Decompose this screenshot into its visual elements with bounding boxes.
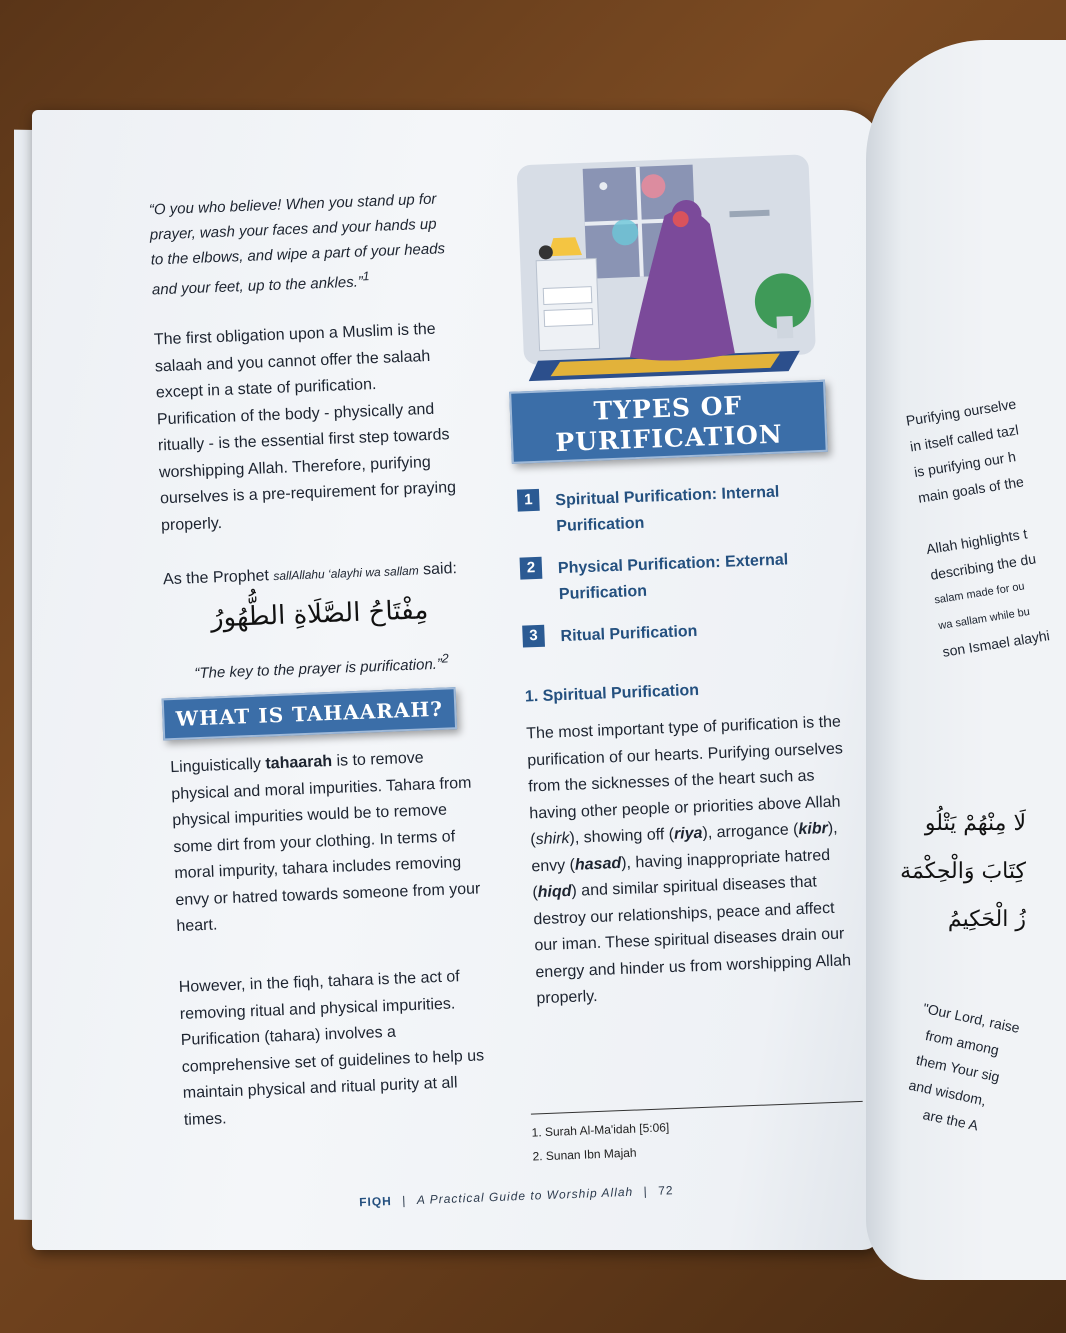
s1-term: hasad xyxy=(574,854,622,874)
types-banner-line2: PURIFICATION xyxy=(554,419,784,458)
prayer-illustration xyxy=(512,150,820,386)
book-page-left xyxy=(32,110,882,1250)
prophet-line xyxy=(163,555,484,594)
hadith-translation xyxy=(166,645,477,687)
quote-text: “O you who believe! When you stand up for prayer, wash your faces and your hands up to the elbows, and wipe a part of your heads and your feet, up to the ankles.” xyxy=(148,190,446,299)
footer-subtitle: A Practical Guide to Worship Allah xyxy=(416,1184,634,1208)
page-footer xyxy=(359,1181,674,1211)
book-page-right xyxy=(866,40,1066,1280)
honorific: sallAllahu ‘alayhi wa sallam xyxy=(273,563,419,584)
next-page-line: "Our Lord, raise xyxy=(921,999,1022,1036)
types-list xyxy=(517,477,843,651)
fiqh-paragraph: However, in the fiqh, tahara is the act of removing ritual and physical impurities. Purification (tahara) involves a comprehensive set of guidelines to help us maintain physical and ritual purity at all times. xyxy=(178,968,485,1129)
linguistic-term: tahaarah xyxy=(265,752,333,773)
footnotes xyxy=(531,1101,865,1169)
s1-text: ), showing off ( xyxy=(569,825,675,847)
footnote-1: 1. Surah Al-Ma'idah [5:06] xyxy=(531,1120,670,1140)
next-page-line: describing the du xyxy=(929,550,1038,583)
next-page-line: wa sallam while bu xyxy=(937,605,1031,633)
type-number: 3 xyxy=(522,625,545,648)
next-page-line: Purifying ourselve xyxy=(904,395,1018,429)
next-page-arabic-line: كِتَابَ وَالْحِكْمَة xyxy=(900,859,1026,884)
type-number: 1 xyxy=(517,489,540,512)
type-item-3 xyxy=(522,613,843,651)
linguistic-before: Linguistically xyxy=(170,755,266,777)
next-page-line: is purifying our h xyxy=(912,448,1017,481)
types-banner-line1: TYPES OF xyxy=(593,390,743,426)
s1-text: ), envy ( xyxy=(531,819,838,875)
next-page-line: them Your sig xyxy=(914,1051,1002,1085)
next-page-arabic-line: لَا مِنْهُمْ يَتْلُو xyxy=(924,811,1026,836)
footer-book: FIQH xyxy=(358,1193,393,1210)
type-item-2 xyxy=(520,545,842,609)
type-label: Ritual Purification xyxy=(560,622,698,646)
next-page-arabic xyxy=(896,800,1026,944)
s1-text: The most important type of purification is the purification of our hearts. Purifying ourselves from the sicknesses of the heart such as having other people or priorities above Allah ( xyxy=(525,713,844,849)
next-page-line: and wisdom, xyxy=(907,1076,988,1109)
next-page-line: are the A xyxy=(921,1106,980,1134)
s1-term: riya xyxy=(673,824,703,843)
section1-heading: 1. Spiritual Purification xyxy=(524,681,700,706)
prophet-suffix: said: xyxy=(418,560,458,579)
next-page-text xyxy=(904,391,1055,665)
s1-term: shirk xyxy=(535,829,570,849)
linguistic-paragraph xyxy=(170,743,492,940)
s1-term: kibr xyxy=(798,819,829,839)
s1-term: hiqd xyxy=(537,882,572,902)
type-label: Physical Purification: External Purification xyxy=(557,551,789,604)
hadith-ref: 2 xyxy=(441,651,449,666)
s1-text: ) and similar spiritual diseases that destroy our relationships, peace and affect our iman. These spiritual diseases drain our energy and hinder us from worshipping Allah properly. xyxy=(533,873,852,1008)
section1-paragraph xyxy=(526,709,862,1013)
next-page-translation xyxy=(899,995,1022,1143)
prophet-prefix: As the Prophet xyxy=(162,567,274,589)
hadith-translation-text: “The key to the prayer is purification.” xyxy=(194,655,443,683)
next-page-line: from among xyxy=(924,1026,1001,1059)
types-of-purification-banner xyxy=(509,380,828,464)
footer-sep: | xyxy=(643,1184,649,1199)
quote-ref: 1 xyxy=(362,269,370,284)
type-item-1 xyxy=(517,477,839,541)
next-page-line: main goals of the xyxy=(916,473,1025,506)
s1-text: ), arrogance ( xyxy=(702,821,799,842)
next-page-line: salam made for ou xyxy=(933,580,1026,607)
what-is-tahaarah-banner: WHAT IS TAHAARAH? xyxy=(162,687,457,740)
next-page-arabic-line: زُ الْحَكِيمُ xyxy=(947,907,1026,932)
type-label: Spiritual Purification: Internal Purification xyxy=(555,483,780,536)
footnote-2: 2. Sunan Ibn Majah xyxy=(532,1145,637,1164)
s1-text: ), having inappropriate hatred ( xyxy=(532,846,831,902)
page-number: 72 xyxy=(657,1183,674,1198)
linguistic-after: is to remove physical and moral impurities. Tahara from physical impurities would be to remove some dirt from your clothing. In terms of moral impurity, tahara includes removing envy or hatred towards someone from your heart. xyxy=(171,749,481,936)
prayer-illustration-svg xyxy=(512,150,820,386)
next-page-line: Allah highlights t xyxy=(925,525,1029,558)
footer-sep: | xyxy=(401,1193,407,1208)
type-number: 2 xyxy=(520,557,543,580)
hadith-arabic: مِفْتَاحُ الصَّلَاةِ الطُّهُورُ xyxy=(210,595,429,634)
quran-quote xyxy=(148,186,452,302)
next-page-line: son Ismael alayhi xyxy=(941,627,1051,660)
next-page-line: in itself called tazl xyxy=(908,421,1020,455)
intro-paragraph: The first obligation upon a Muslim is the salaah and you cannot offer the salaah except in a state of purification. Purification of the body - physically and ritually - is the essential first step towards worshipping Allah. Therefore, purifying ourselves is a pre-requirement for praying properly. xyxy=(153,320,457,534)
